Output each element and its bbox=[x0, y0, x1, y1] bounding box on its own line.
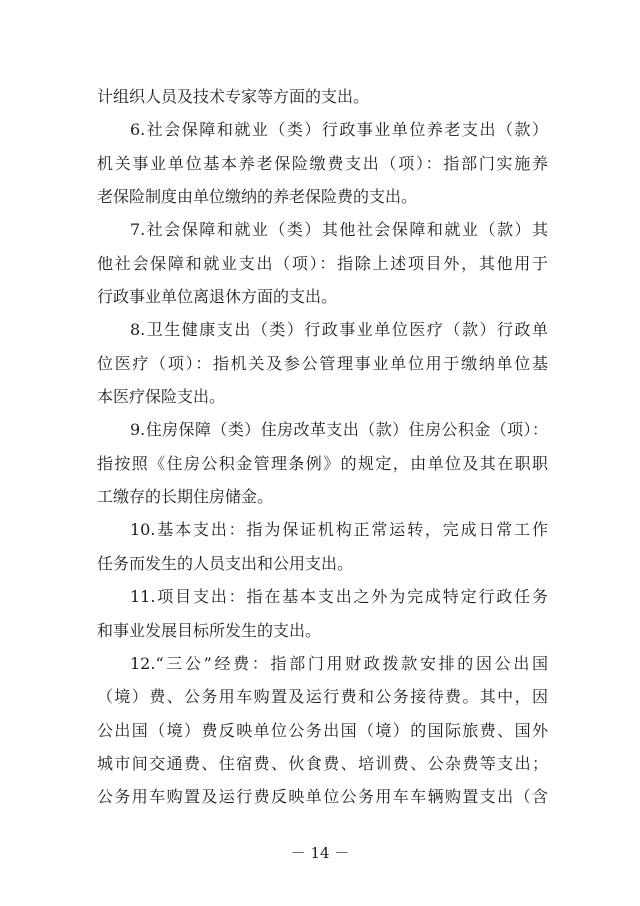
text-line: 本医疗保险支出。 bbox=[97, 387, 226, 407]
document-body bbox=[97, 80, 548, 814]
text-line: 城市间交通费、住宿费、伙食费、培训费、公杂费等支出； bbox=[97, 753, 548, 773]
paragraph-item-6 bbox=[97, 113, 548, 213]
text-line: 他社会保障和就业支出（项）：指除上述项目外，其他用于 bbox=[97, 253, 548, 273]
text-line: 公务用车购置及运行费反映单位公务用车车辆购置支出（含 bbox=[97, 787, 548, 807]
text-line: 位医疗（项）：指机关及参公管理事业单位用于缴纳单位基 bbox=[97, 353, 548, 373]
text-line: 11.项目支出：指在基本支出之外为完成特定行政任务 bbox=[130, 587, 548, 607]
text-line: 公出国（境）费反映单位公务出国（境）的国际旅费、国外 bbox=[97, 720, 548, 740]
paragraph-item-8 bbox=[97, 313, 548, 413]
paragraph-item-12 bbox=[97, 647, 548, 814]
text-line: 10.基本支出：指为保证机构正常运转，完成日常工作 bbox=[130, 520, 548, 540]
text-line: 任务而发生的人员支出和公用支出。 bbox=[97, 553, 354, 573]
text-line: 工缴存的长期住房储金。 bbox=[97, 487, 274, 507]
text-line: 行政事业单位离退休方面的支出。 bbox=[97, 287, 338, 307]
text-line: 8.卫生健康支出（类）行政事业单位医疗（款）行政单 bbox=[130, 320, 548, 340]
page-number: － 14 － bbox=[290, 844, 350, 862]
paragraph-item-7 bbox=[97, 213, 548, 313]
text-line: （境）费、公务用车购置及运行费和公务接待费。其中，因 bbox=[97, 687, 548, 707]
text-line: 指按照《住房公积金管理条例》的规定，由单位及其在职职 bbox=[97, 453, 548, 473]
text-line: 12.“三公”经费：指部门用财政拨款安排的因公出国 bbox=[130, 653, 548, 673]
text-line: 7.社会保障和就业（类）其他社会保障和就业（款）其 bbox=[130, 220, 548, 240]
paragraph-continued bbox=[97, 80, 548, 113]
text-line: 老保险制度由单位缴纳的养老保险费的支出。 bbox=[97, 187, 418, 207]
text-line: 9.住房保障（类）住房改革支出（款）住房公积金（项）： bbox=[130, 420, 548, 440]
text-line: 计组织人员及技术专家等方面的支出。 bbox=[97, 87, 370, 106]
paragraph-item-9 bbox=[97, 413, 548, 513]
text-line: 6.社会保障和就业（类）行政事业单位养老支出（款） bbox=[130, 120, 548, 140]
text-line: 和事业发展目标所发生的支出。 bbox=[97, 620, 322, 640]
paragraph-item-10 bbox=[97, 513, 548, 580]
paragraph-item-11 bbox=[97, 580, 548, 647]
text-line: 机关事业单位基本养老保险缴费支出（项）：指部门实施养 bbox=[97, 153, 548, 173]
